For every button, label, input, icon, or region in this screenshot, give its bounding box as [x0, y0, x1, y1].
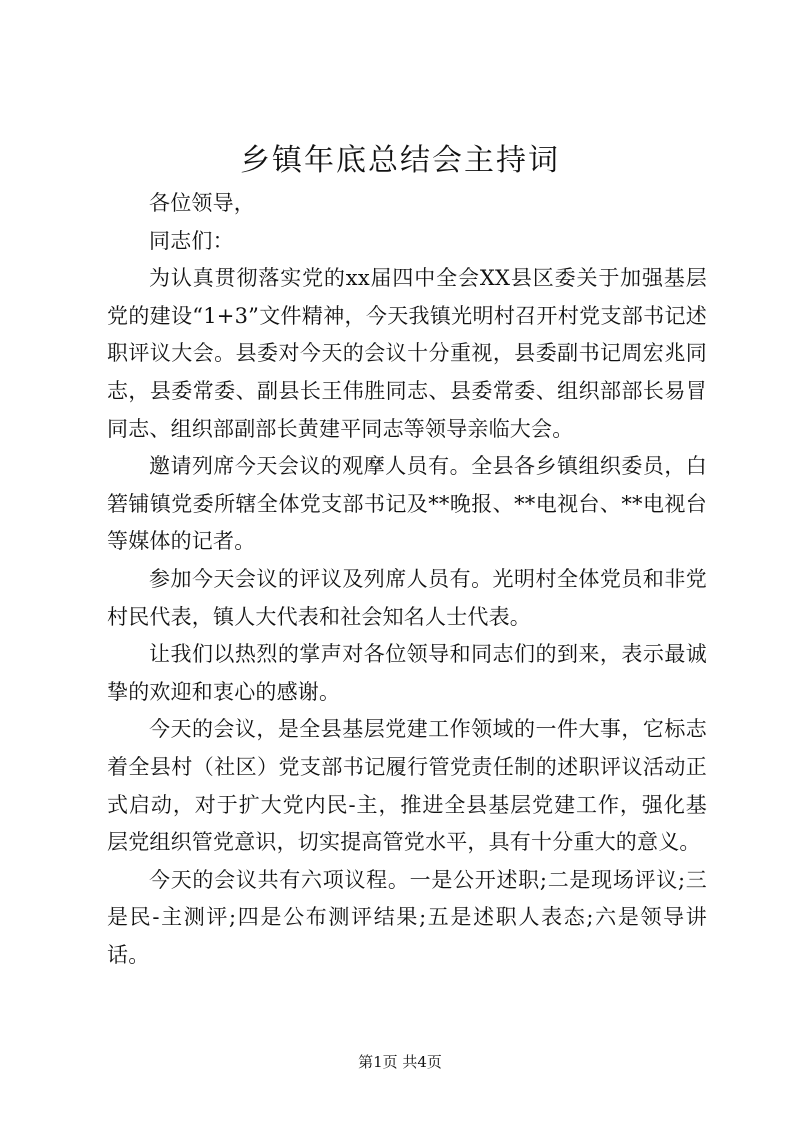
page-title: 乡镇年底总结会主持词	[240, 143, 560, 178]
paragraph-welcome: 让我们以热烈的掌声对各位领导和同志们的到来，表示最诚挚的欢迎和衷心的感谢。	[107, 642, 707, 704]
paragraph-participants: 参加今天会议的评议及列席人员有。光明村全体党员和非党村民代表，镇人大代表和社会知名人士代表。	[107, 566, 707, 629]
paragraph-agenda: 今天的会议共有六项议程。一是公开述职;二是现场评议;三是民-主测评;四是公布测评结果;五是述职人表态;六是领导讲话。	[107, 867, 707, 967]
salutation-comrades: 同志们：	[149, 228, 234, 253]
paragraph-significance: 今天的会议，是全县基层党建工作领域的一件大事，它标志着全县村（社区）党支部书记履行管党责任制的述职评议活动正式启动，对于扩大党内民-主，推进全县基层党建工作，强化基层党组织管党意识，切实提高管党水平，具有十分重大的意义。	[107, 717, 707, 855]
paragraph-observers: 邀请列席今天会议的观摩人员有。全县各乡镇组织委员，白箬铺镇党委所辖全体党支部书记及**晚报、**电视台、**电视台等媒体的记者。	[107, 454, 707, 554]
page-number-footer: 第1页 共4页	[358, 1053, 442, 1071]
paragraph-opening: 为认真贯彻落实党的xx届四中全会XX县区委关于加强基层党的建设“1+3”文件精神，今天我镇光明村召开村党支部书记述职评议大会。县委对今天的会议十分重视，县委副书记周宏兆同志，县委常委、副县长王伟胜同志、县委常委、组织部部长易冒同志、组织部副部长黄建平同志等领导亲临大会。	[107, 266, 707, 441]
document-body	[107, 185, 707, 974]
salutation-leaders: 各位领导，	[149, 191, 255, 215]
